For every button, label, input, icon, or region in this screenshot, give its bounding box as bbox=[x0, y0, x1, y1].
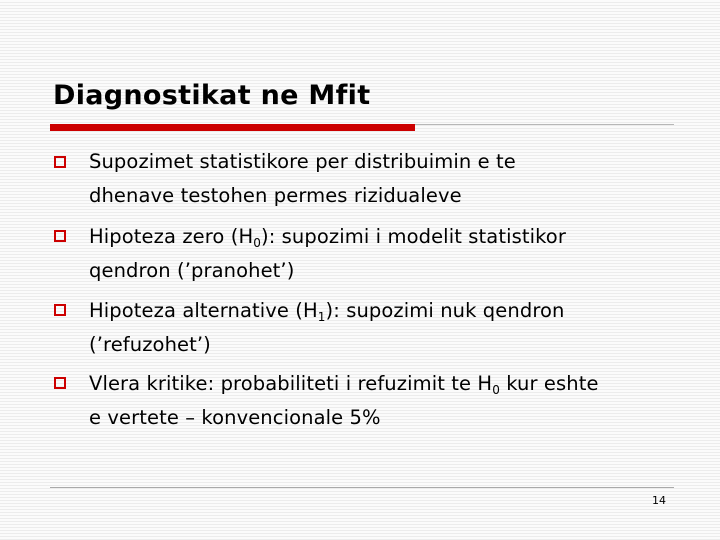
page-number: 14 bbox=[652, 494, 666, 507]
bullet-square-icon bbox=[54, 230, 66, 242]
bullet-1-line-1: Supozimet statistikore per distribuimin e te bbox=[89, 150, 516, 173]
bullet-2-line-2: qendron (’pranohet’) bbox=[89, 259, 295, 282]
bullet-3-line-1: Hipoteza alternative $(H_1)$: supozimi nuk qendron bbox=[89, 299, 565, 324]
footer-divider bbox=[50, 487, 674, 488]
title-divider bbox=[415, 124, 674, 125]
bullet-square-icon bbox=[54, 377, 66, 389]
bullet-4-line-2: e vertete – konvencionale 5% bbox=[89, 406, 381, 429]
slide-title: Diagnostikat ne Mfit bbox=[53, 80, 371, 111]
bullet-3-line-2: (’refuzohet’) bbox=[89, 333, 211, 356]
bullet-square-icon bbox=[54, 304, 66, 316]
bullet-square-icon bbox=[54, 156, 66, 168]
title-accent-bar bbox=[50, 124, 415, 131]
bullet-1-line-2: dhenave testohen permes rizidualeve bbox=[89, 184, 462, 207]
bullet-4-line-1: Vlera kritike: probabiliteti i refuzimit te $H_0$ kur eshte bbox=[89, 372, 599, 397]
bullet-2-line-1: Hipoteza zero $(H_0)$: supozimi i modelit statistikor bbox=[89, 225, 566, 250]
